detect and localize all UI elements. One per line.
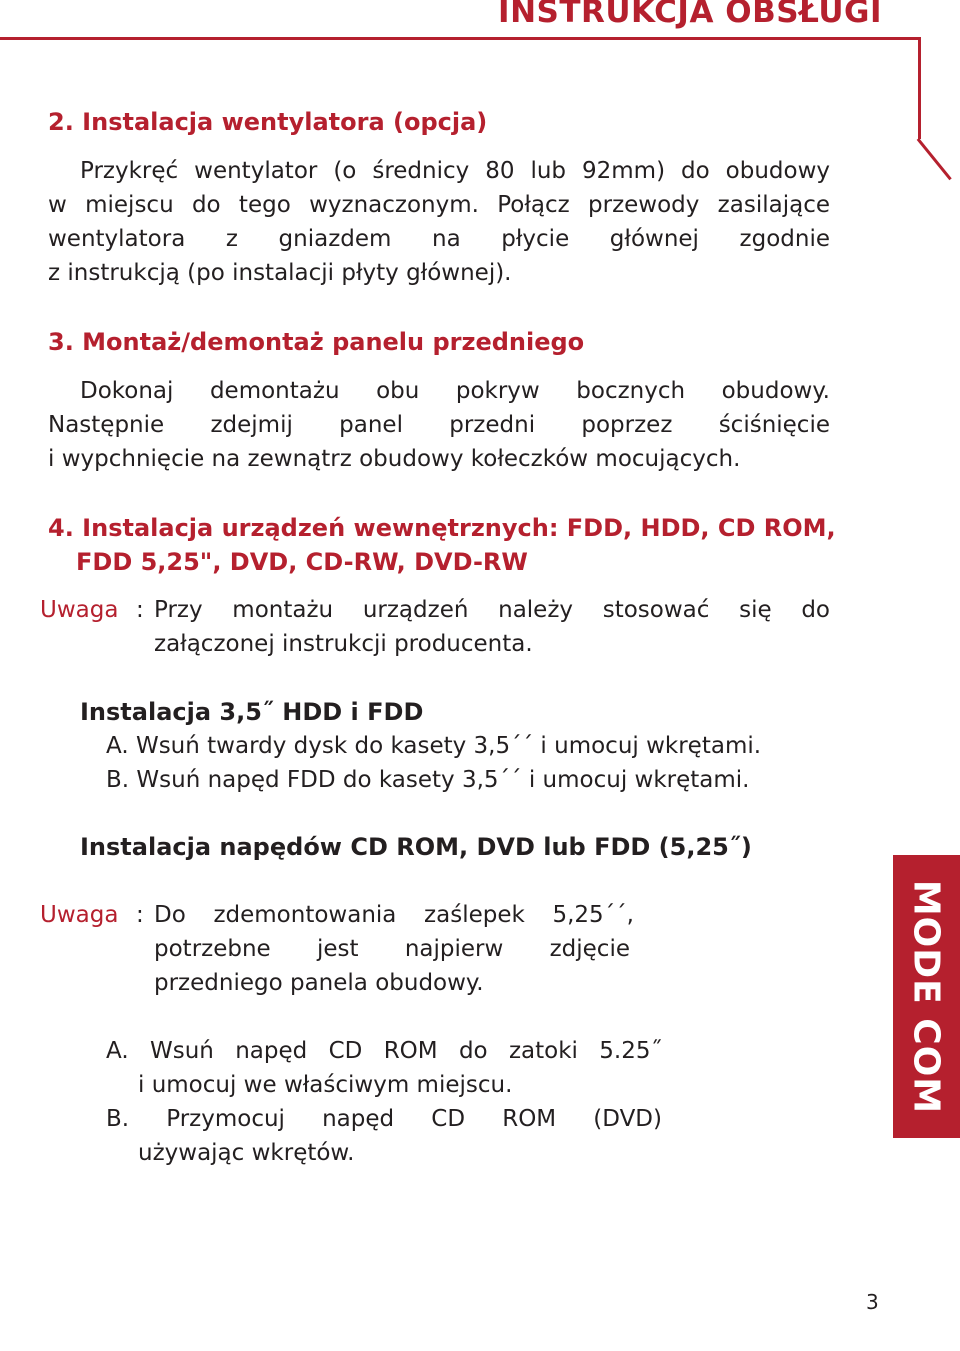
cdrom-heading: Instalacja napędów CD ROM, DVD lub FDD (5,25˝) <box>80 833 752 861</box>
side-tab-label: MODE COM <box>905 879 947 1115</box>
section-2-line-4: z instrukcją (po instalacji płyty głównej). <box>48 260 512 286</box>
section-4-heading-line-2: FDD 5,25", DVD, CD-RW, DVD-RW <box>76 548 528 576</box>
cdrom-step-a-line-2: i umocuj we właściwym miejscu. <box>138 1072 513 1098</box>
section-2-line-1: Przykręć wentylator (o średnicy 80 lub 92mm) do obudowy <box>80 158 830 184</box>
note-1-colon: : <box>136 597 144 623</box>
cdrom-step-a-line-1: A. Wsuń napęd CD ROM do zatoki 5.25˝ <box>106 1038 662 1064</box>
hdd-fdd-heading: Instalacja 3,5˝ HDD i FDD <box>80 698 424 726</box>
section-3-heading: 3. Montaż/demontaż panelu przedniego <box>48 328 585 356</box>
note-2-colon: : <box>136 902 144 928</box>
hdd-fdd-step-b: B. Wsuń napęd FDD do kasety 3,5΄΄ i umocuj wkrętami. <box>106 767 750 793</box>
frame-vertical-line <box>918 37 921 139</box>
note-2-line-2: potrzebne jest najpierw zdjęcie <box>154 936 630 962</box>
hdd-fdd-step-a: A. Wsuń twardy dysk do kasety 3,5΄΄ i umocuj wkrętami. <box>106 733 762 759</box>
side-tab <box>893 855 960 1138</box>
section-3-line-3: i wypchnięcie na zewnątrz obudowy kołeczków mocujących. <box>48 446 741 472</box>
page-number: 3 <box>866 1290 879 1314</box>
cdrom-step-b-line-2: używając wkrętów. <box>138 1140 355 1166</box>
section-3-line-1: Dokonaj demontażu obu pokryw bocznych obudowy. <box>80 378 830 404</box>
note-1-line-2: załączonej instrukcji producenta. <box>154 631 533 657</box>
note-1-line-1: Przy montażu urządzeń należy stosować się do <box>154 597 830 623</box>
page-header: INSTRUKCJA OBSŁUGI <box>498 0 882 30</box>
cdrom-step-b-line-1: B. Przymocuj napęd CD ROM (DVD) <box>106 1106 662 1132</box>
note-1-label: Uwaga <box>40 597 119 623</box>
note-2-line-1: Do zdemontowania zaślepek 5,25΄΄, <box>154 902 634 928</box>
note-2-line-3: przedniego panela obudowy. <box>154 970 484 996</box>
section-3-line-2: Następnie zdejmij panel przedni poprzez ściśnięcie <box>48 412 830 438</box>
note-2-label: Uwaga <box>40 902 119 928</box>
header-frame-line <box>0 37 921 40</box>
section-2-heading: 2. Instalacja wentylatora (opcja) <box>48 108 488 136</box>
section-2-line-3: wentylatora z gniazdem na płycie głównej zgodnie <box>48 226 830 252</box>
frame-diagonal-line <box>917 138 952 180</box>
section-2-line-2: w miejscu do tego wyznaczonym. Połącz przewody zasilające <box>48 192 830 218</box>
section-4-heading-line-1: 4. Instalacja urządzeń wewnętrznych: FDD, HDD, CD ROM, <box>48 514 836 542</box>
